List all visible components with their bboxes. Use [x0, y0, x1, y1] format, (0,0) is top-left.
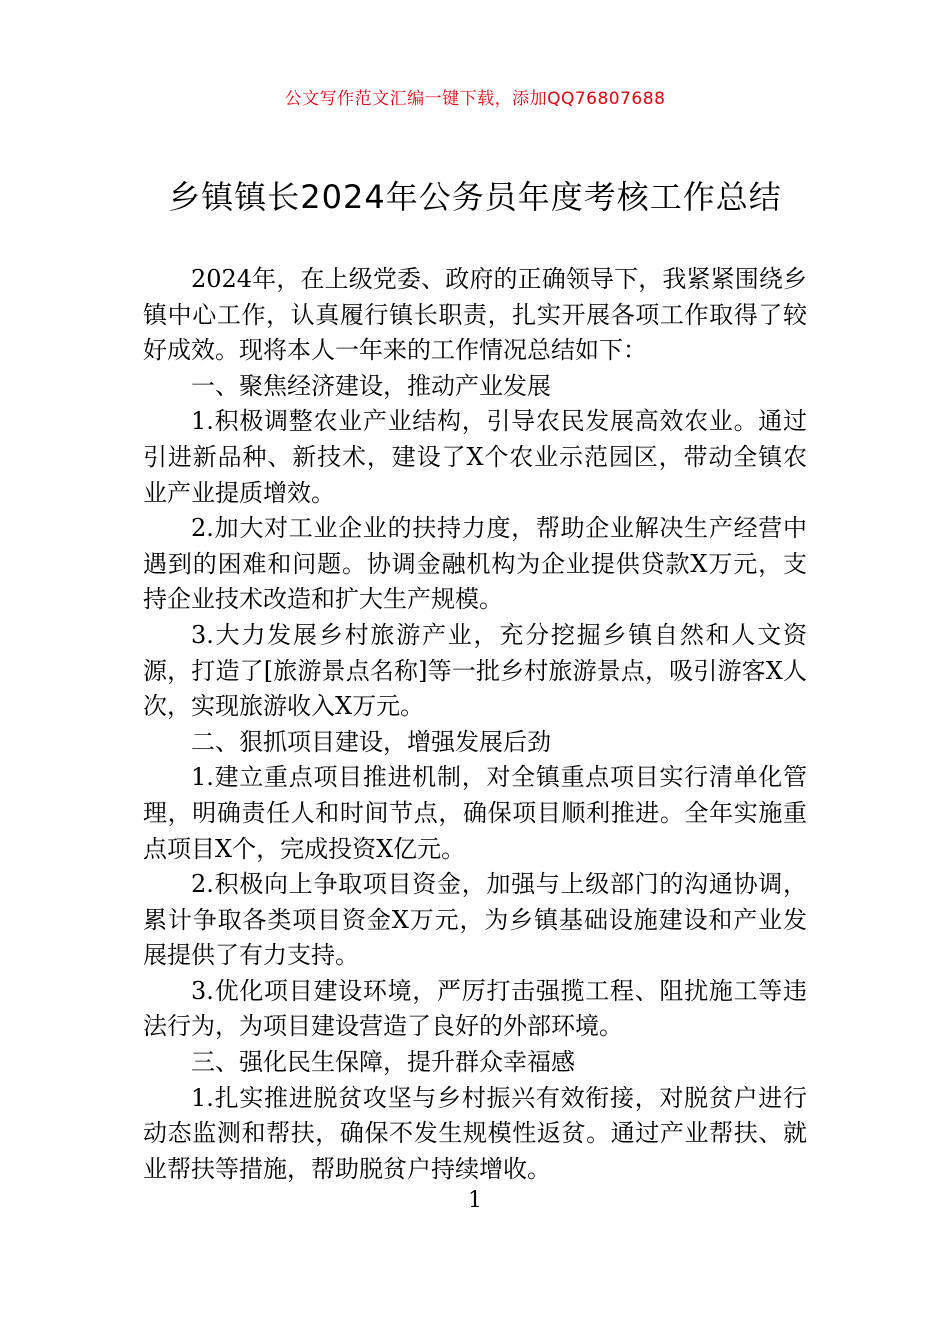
page-number: 1	[468, 1188, 482, 1213]
paragraph-3-1: 1.扎实推进脱贫攻坚与乡村振兴有效衔接，对脱贫户进行动态监测和帮扶，确保不发生规模性返贫。通过产业帮扶、就业帮扶等措施，帮助脱贫户持续增收。	[143, 1083, 807, 1183]
paragraph-2-3: 3.优化项目建设环境，严厉打击强揽工程、阻扰施工等违法行为，为项目建设营造了良好的外部环境。	[143, 976, 807, 1041]
section-heading-1: 一、聚焦经济建设，推动产业发展	[191, 371, 551, 400]
intro-paragraph: 2024年，在上级党委、政府的正确领导下，我紧紧围绕乡镇中心工作，认真履行镇长职责，扎实开展各项工作取得了较好成效。现将本人一年来的工作情况总结如下：	[143, 265, 807, 365]
document-body	[143, 262, 807, 1187]
section-heading-3: 三、强化民生保障，提升群众幸福感	[191, 1048, 575, 1077]
paragraph-1-1: 1.积极调整农业产业结构，引导农民发展高效农业。通过引进新品种、新技术，建设了X个农业示范园区，带动全镇农业产业提质增效。	[143, 407, 807, 507]
document-title: 乡镇镇长2024年公务员年度考核工作总结	[168, 178, 782, 216]
paragraph-1-2: 2.加大对工业企业的扶持力度，帮助企业解决生产经营中遇到的困难和问题。协调金融机构为企业提供贷款X万元，支持企业技术改造和扩大生产规模。	[143, 514, 807, 614]
header-promo-link[interactable]: 公文写作范文汇编一键下载，添加QQ76807688	[284, 89, 666, 109]
section-heading-2: 二、狠抓项目建设，增强发展后劲	[191, 727, 551, 756]
paragraph-2-1: 1.建立重点项目推进机制，对全镇重点项目实行清单化管理，明确责任人和时间节点，确保项目顺利推进。全年实施重点项目X个，完成投资X亿元。	[143, 763, 807, 863]
paragraph-2-2: 2.积极向上争取项目资金，加强与上级部门的沟通协调，累计争取各类项目资金X万元，为乡镇基础设施建设和产业发展提供了有力支持。	[143, 870, 807, 970]
paragraph-1-3: 3.大力发展乡村旅游产业，充分挖掘乡镇自然和人文资源，打造了[旅游景点名称]等一批乡村旅游景点，吸引游客X人次，实现旅游收入X万元。	[143, 620, 807, 721]
